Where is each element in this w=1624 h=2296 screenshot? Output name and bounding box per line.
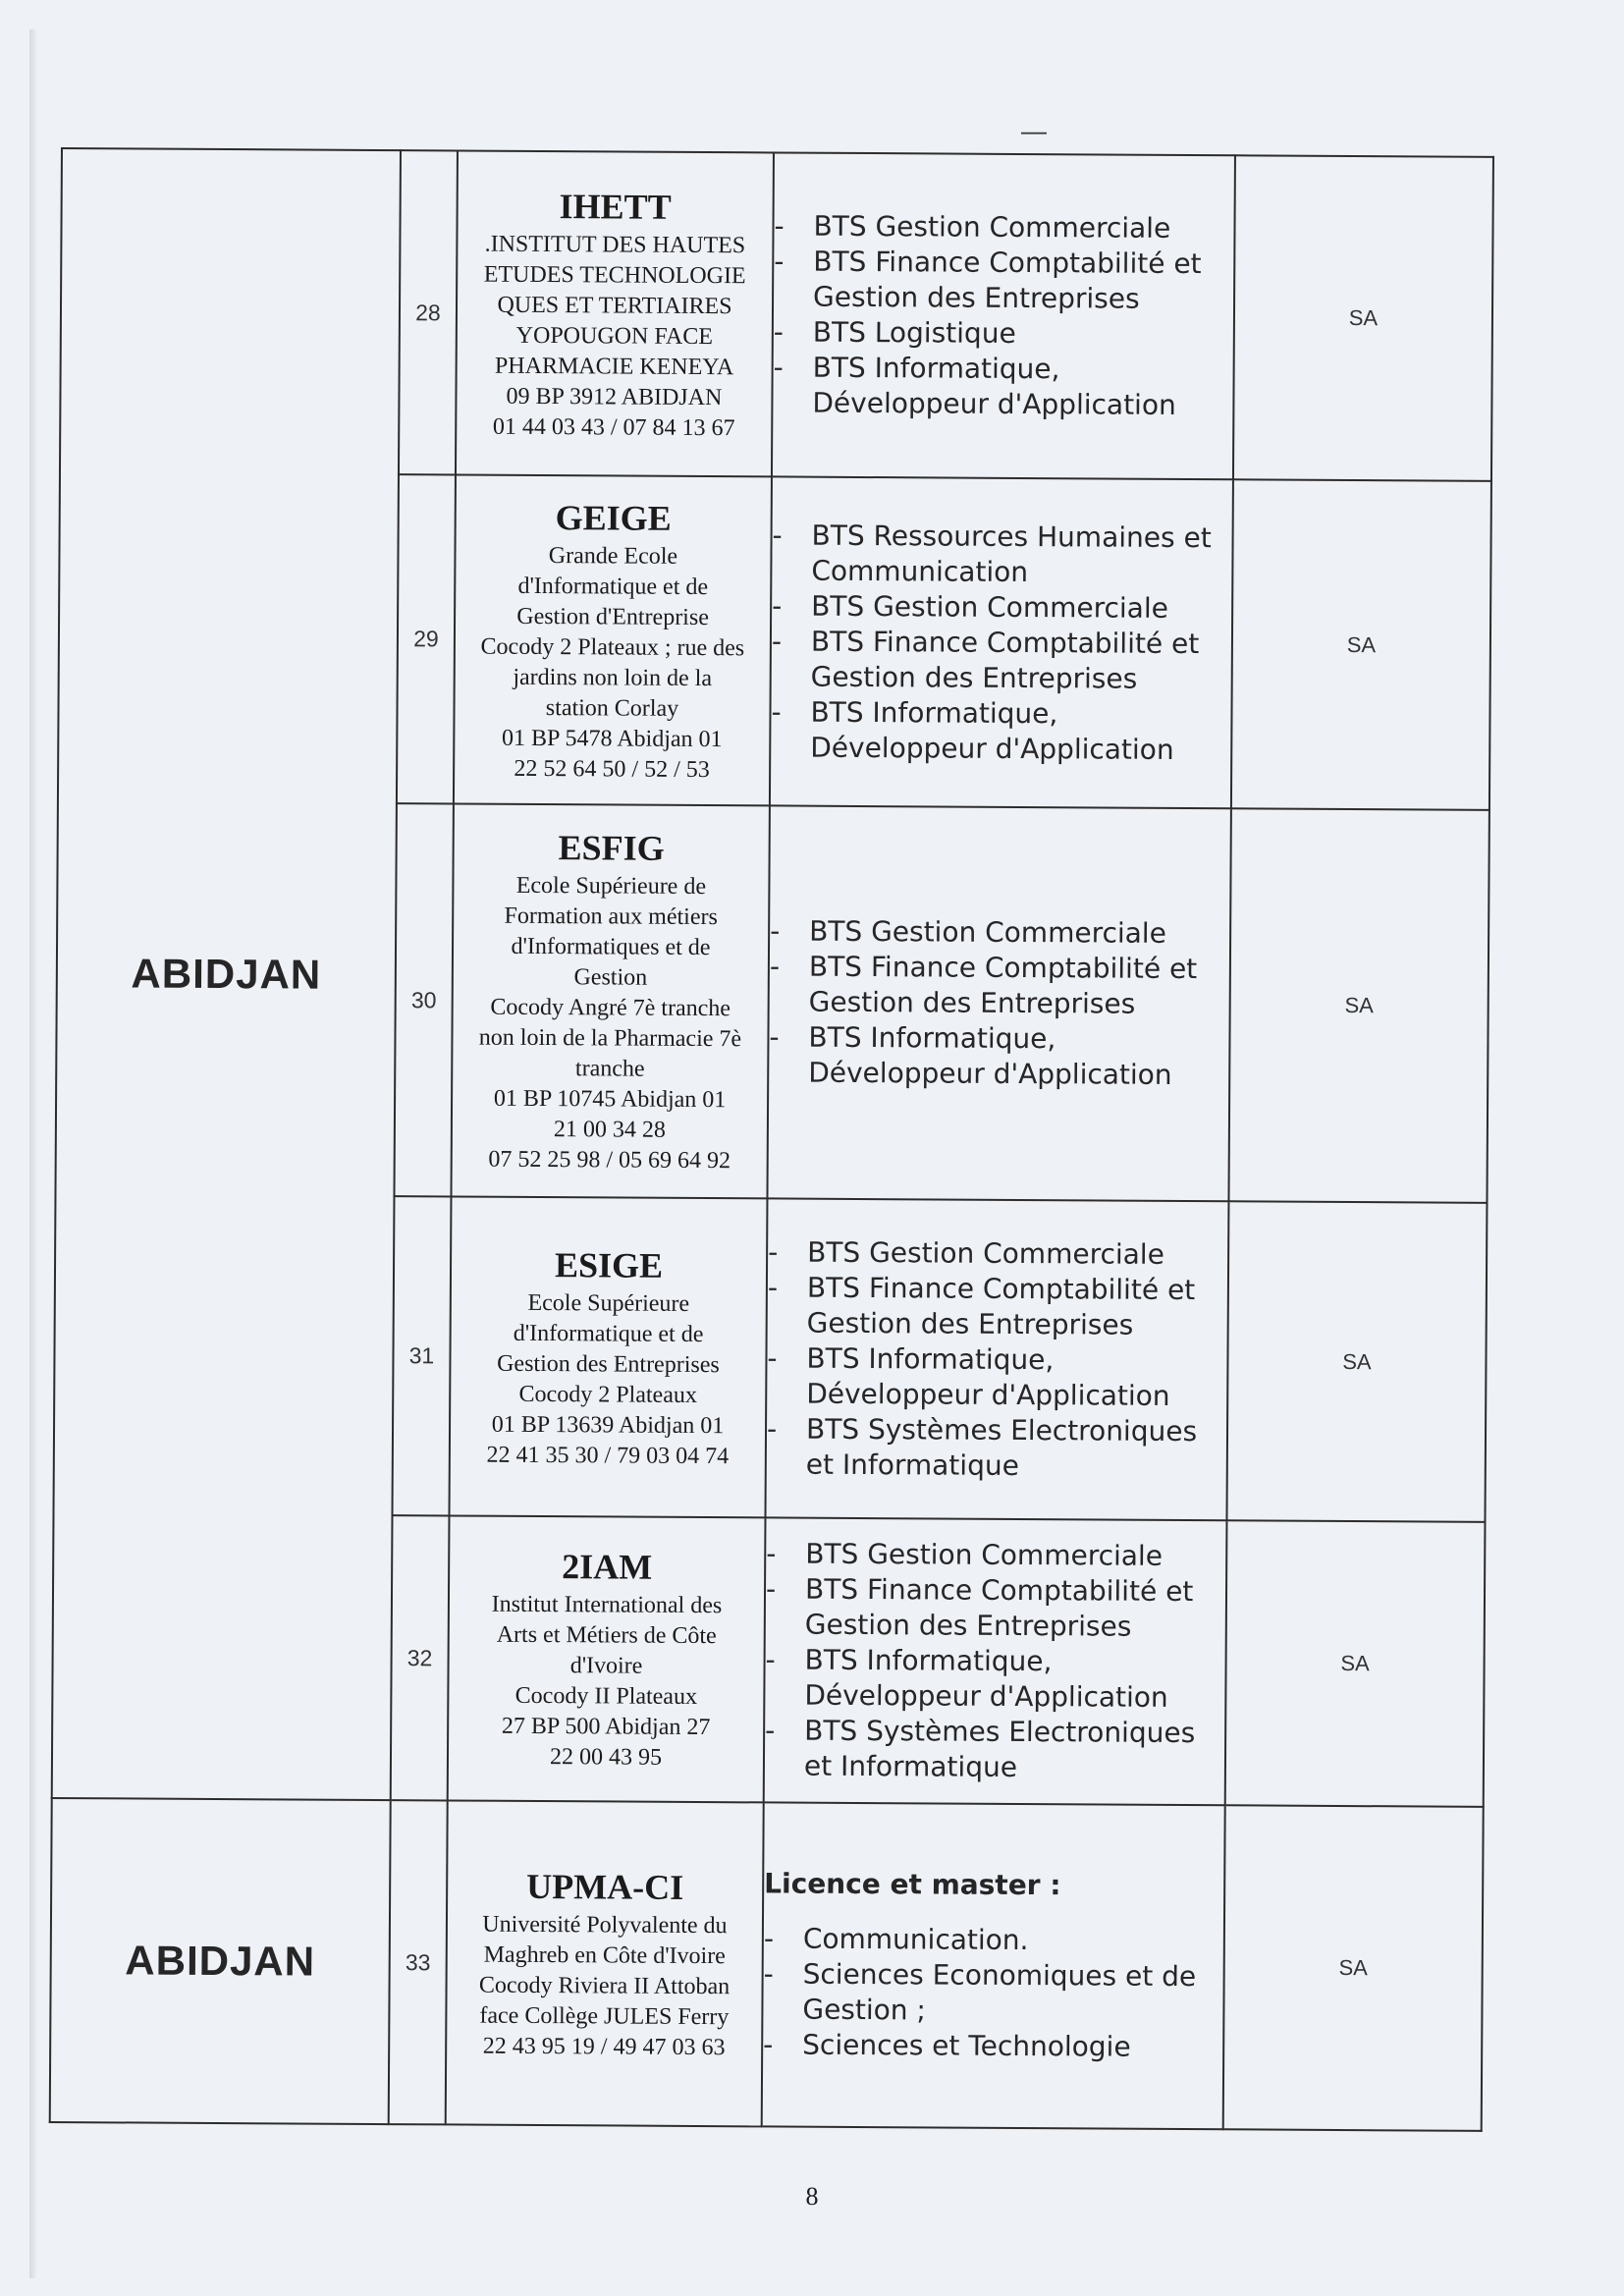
status-cell: SA: [1225, 1520, 1486, 1807]
institution-cell: [456, 150, 774, 476]
program-label: BTS Logistique: [812, 315, 1016, 350]
row-number: 32: [391, 1515, 450, 1800]
institution-detail: d'Informatiques et de: [511, 933, 711, 961]
status-cell: SA: [1226, 1201, 1487, 1522]
institution-detail: d'Ivoire: [569, 1653, 643, 1679]
institution-cell: [446, 1800, 764, 2126]
institution-cell: [451, 803, 769, 1198]
institution-detail: 22 43 95 19 / 49 47 03 63: [482, 2033, 726, 2060]
institution-detail: Gestion: [573, 964, 648, 991]
institution-detail: 27 BP 500 Abidjan 27: [501, 1713, 711, 1741]
program-item: - BTS Informatique, Développeur d'Application: [771, 694, 1230, 768]
program-label: BTS Systèmes Electroniques et Informatique: [803, 1714, 1196, 1783]
program-item: - BTS Finance Comptabilité et Gestion des Entreprises: [772, 624, 1231, 697]
program-item: - BTS Gestion Commerciale: [766, 1537, 1164, 1572]
institution-detail: YOPOUGON FACE: [515, 322, 714, 350]
institution-detail: 09 BP 3912 ABIDJAN: [506, 383, 723, 410]
program-item: - BTS Finance Comptabilité et Gestion des Entreprises: [768, 1270, 1227, 1343]
institution-detail: Arts et Métiers de Côte: [496, 1621, 717, 1650]
institution-detail: Ecole Supérieure de: [515, 872, 707, 901]
institution-detail: 01 BP 13639 Abidjan 01: [491, 1411, 725, 1439]
programs-cell: [772, 152, 1235, 479]
row-number: 33: [389, 1800, 448, 2124]
program-item: - BTS Informatique, Développeur d'Application: [765, 1642, 1224, 1716]
row-number: 31: [392, 1196, 451, 1515]
program-label: BTS Ressources Humaines et Communication: [811, 519, 1212, 588]
program-item: - Sciences et Technologie: [763, 2028, 1131, 2063]
institution-detail: Cocody 2 Plateaux ; rue des: [480, 633, 745, 661]
program-item: - BTS Systèmes Electroniques et Informatique: [767, 1411, 1226, 1485]
program-label: Communication.: [802, 1922, 1029, 1957]
institution-acronym: ESFIG: [558, 828, 665, 868]
programs-cell: [764, 1517, 1227, 1805]
institution-detail: Cocody Angré 7è tranche: [490, 994, 731, 1022]
row-number: 29: [397, 474, 456, 803]
institution-detail: d'Informatique et de: [517, 573, 709, 600]
institution-detail: Cocody 2 Plateaux: [518, 1381, 697, 1408]
institution-detail: non loin de la Pharmacie 7è: [478, 1024, 742, 1053]
institution-detail: ETUDES TECHNOLOGIE: [483, 261, 746, 289]
row-number: 28: [399, 150, 458, 474]
table-row: [60, 148, 1493, 481]
program-label: BTS Finance Comptabilité et Gestion des Entreprises: [804, 1572, 1194, 1643]
top-mark: —: [1021, 116, 1047, 145]
institution-detail: Maghreb en Côte d'Ivoire: [483, 1941, 726, 1969]
institution-detail: 01 BP 10745 Abidjan 01: [493, 1085, 727, 1114]
program-label: BTS Systèmes Electroniques et Informatique: [805, 1412, 1198, 1482]
programs-cell: [767, 805, 1230, 1201]
institution-detail: d'Informatique et de: [513, 1320, 704, 1347]
program-item: - BTS Ressources Humaines et Communication: [772, 518, 1231, 591]
program-label: BTS Finance Comptabilité et Gestion des Entreprises: [810, 625, 1200, 695]
institution-detail: Gestion d'Entreprise: [516, 603, 709, 630]
program-item: - BTS Gestion Commerciale: [768, 1234, 1164, 1271]
program-label: BTS Gestion Commerciale: [811, 589, 1168, 625]
institution-acronym: 2IAM: [562, 1547, 653, 1587]
program-label: BTS Finance Comptabilité et Gestion des Entreprises: [806, 1271, 1196, 1341]
program-item: - BTS Informatique, Développeur d'Application: [767, 1340, 1226, 1414]
institution-detail: 01 44 03 43 / 07 84 13 67: [492, 413, 735, 441]
status-cell: SA: [1231, 479, 1491, 810]
institution-detail: 21 00 34 28: [553, 1117, 666, 1143]
institution-acronym: GEIGE: [555, 497, 672, 538]
status-cell: SA: [1223, 1805, 1484, 2131]
table-row: [50, 1798, 1484, 2131]
institution-cell: [454, 474, 772, 805]
programs-cell: [765, 1198, 1228, 1520]
institution-acronym: ESIGE: [554, 1244, 664, 1285]
program-item: - BTS Systèmes Electroniques et Informatique: [765, 1713, 1224, 1786]
institution-detail: .INSTITUT DES HAUTES: [484, 231, 746, 258]
program-label: BTS Informatique, Développeur d'Application: [812, 351, 1176, 421]
program-item: - Communication.: [763, 1922, 1029, 1957]
scan-shadow-edge: [29, 29, 37, 2278]
institution-detail: station Corlay: [545, 694, 679, 722]
program-label: Sciences Economiques et de Gestion ;: [802, 1957, 1197, 2027]
program-item: - BTS Finance Comptabilité et Gestion des Entreprises: [770, 949, 1229, 1022]
programs-heading: Licence et master :: [764, 1867, 1061, 1902]
program-item: - BTS Finance Comptabilité et Gestion des Entreprises: [766, 1571, 1225, 1645]
program-label: BTS Finance Comptabilité et Gestion des Entreprises: [808, 950, 1198, 1020]
programs-cell: [770, 476, 1233, 808]
program-item: - BTS Gestion Commerciale: [770, 914, 1166, 950]
program-item: - BTS Informatique, Développeur d'Application: [773, 350, 1232, 423]
program-item: - BTS Finance Comptabilité et Gestion des Entreprises: [774, 244, 1233, 317]
program-label: BTS Gestion Commerciale: [805, 1537, 1164, 1572]
institution-detail: Grande Ecole: [548, 542, 678, 570]
institution-detail: Cocody Riviera II Attoban: [478, 1972, 731, 1999]
institution-detail: 22 41 35 30 / 79 03 04 74: [486, 1442, 730, 1469]
institution-detail: PHARMACIE KENEYA: [494, 353, 734, 380]
program-label: BTS Informatique, Développeur d'Application: [804, 1643, 1168, 1714]
institution-detail: tranche: [574, 1056, 645, 1082]
institution-detail: Institut International des: [491, 1591, 723, 1619]
program-label: BTS Informatique, Développeur d'Application: [810, 695, 1174, 766]
institution-detail: 22 00 43 95: [549, 1744, 663, 1771]
institution-detail: QUES ET TERTIAIRES: [497, 292, 732, 319]
page-number: 8: [805, 2182, 819, 2211]
program-label: BTS Gestion Commerciale: [809, 914, 1166, 950]
city-cell: ABIDJAN: [52, 148, 401, 1800]
institution-detail: Gestion des Entreprises: [497, 1350, 720, 1378]
status-cell: SA: [1228, 808, 1489, 1203]
program-item: - BTS Gestion Commerciale: [774, 209, 1171, 245]
program-label: BTS Informatique, Développeur d'Application: [806, 1341, 1170, 1412]
program-item: - BTS Gestion Commerciale: [772, 588, 1168, 625]
institution-detail: 01 BP 5478 Abidjan 01: [502, 725, 723, 752]
institution-detail: face Collège JULES Ferry: [479, 2002, 730, 2030]
program-label: Sciences et Technologie: [802, 2028, 1131, 2063]
status-cell: SA: [1233, 155, 1493, 481]
institution-cell: [448, 1515, 766, 1802]
institution-detail: jardins non loin de la: [513, 664, 713, 691]
row-number: 30: [394, 803, 453, 1196]
institution-acronym: IHETT: [559, 186, 672, 227]
program-label: BTS Finance Comptabilité et Gestion des Entreprises: [812, 245, 1202, 315]
institution-cell: [449, 1196, 767, 1517]
program-item: - Sciences Economiques et de Gestion ;: [763, 1956, 1222, 2030]
program-item: - BTS Informatique, Développeur d'Application: [769, 1019, 1228, 1093]
institution-detail: Formation aux métiers: [504, 902, 718, 931]
schools-table: [49, 147, 1494, 2132]
program-item: - BTS Logistique: [773, 315, 1016, 350]
program-label: BTS Informatique, Développeur d'Application: [808, 1020, 1172, 1091]
institution-detail: Ecole Supérieure: [527, 1289, 690, 1317]
program-label: BTS Gestion Commerciale: [813, 209, 1171, 245]
institution-acronym: UPMA-CI: [526, 1866, 684, 1907]
institution-detail: 22 52 64 50 / 52 / 53: [514, 755, 710, 783]
city-cell: ABIDJAN: [50, 1798, 391, 2124]
institution-detail: Université Polyvalente du: [482, 1911, 728, 1939]
program-label: BTS Gestion Commerciale: [807, 1235, 1164, 1271]
institution-detail: Cocody II Plateaux: [514, 1682, 698, 1710]
programs-cell: [762, 1802, 1225, 2129]
institution-detail: 07 52 25 98 / 05 69 64 92: [488, 1146, 731, 1175]
